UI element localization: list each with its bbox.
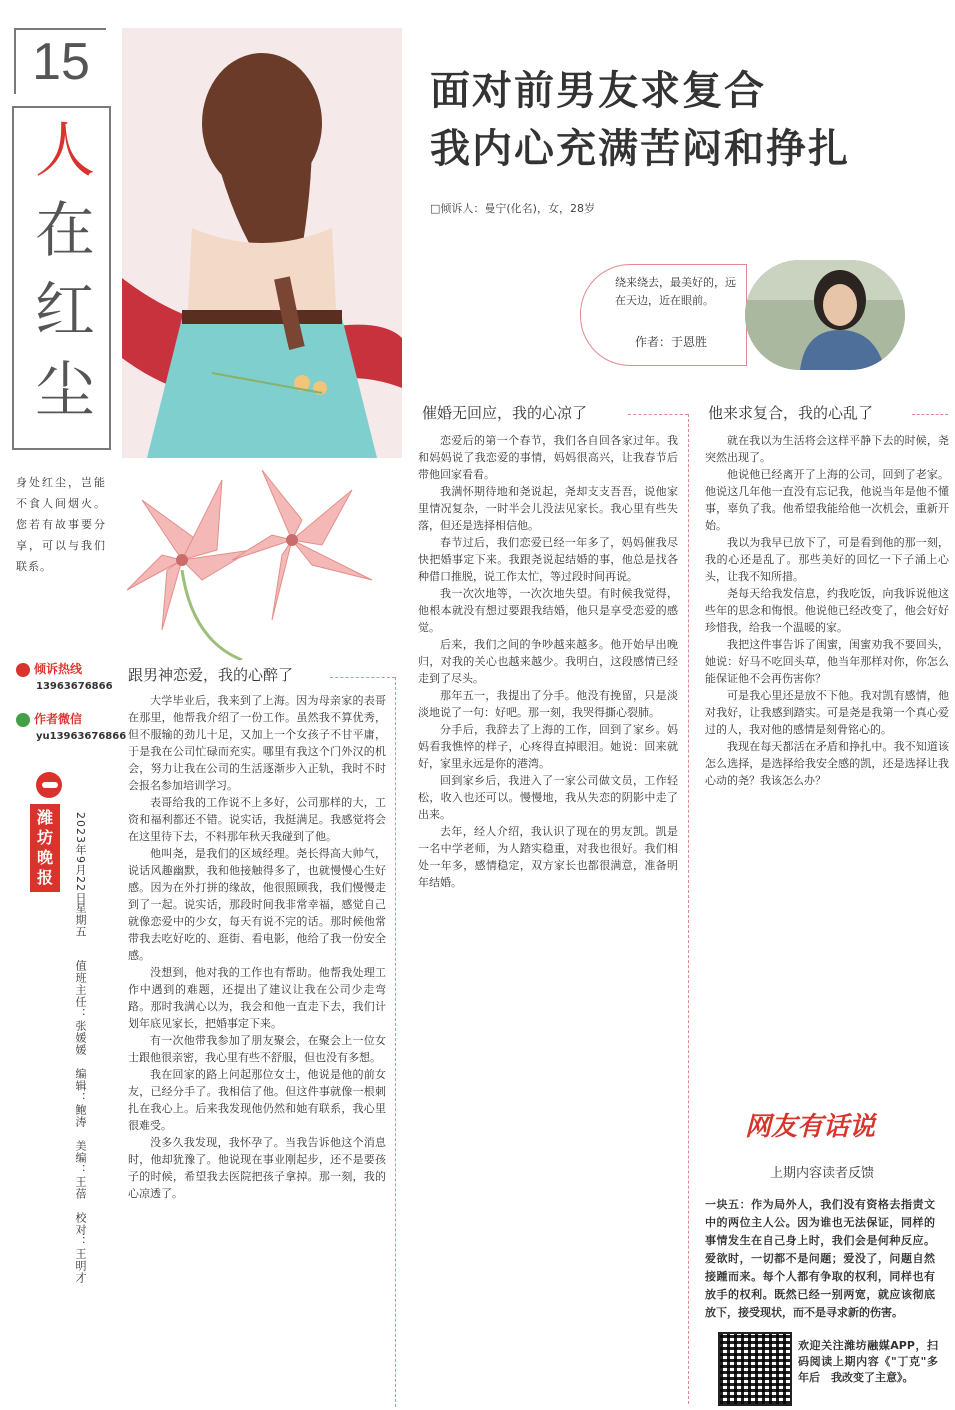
paragraph: 那年五一，我提出了分手。他没有挽留，只是淡淡地说了一句：好吧。那一刻，我哭得撕心裂肺。 — [418, 689, 678, 719]
paragraph: 恋爱后的第一个春节，我们各自回各家过年。我和妈妈说了我恋爱的事情，妈妈很高兴，让我春节后带他回家看看。 — [418, 434, 678, 481]
page-number: 15 — [14, 28, 106, 94]
feedback-title: 网友有话说 — [745, 1112, 876, 1142]
paragraph: 我把这件事告诉了闺蜜，闺蜜劝我不要回头，她说：好马不吃回头草，他当年那样对你，你怎么能保证他不会再伤害你？ — [705, 638, 949, 685]
section-body-3 — [705, 432, 949, 1082]
paragraph: 他说他已经离开了上海的公司，回到了老家。他说这几年他一直没有忘记我，他说当年是他不懂事，辜负了我。他希望我能给他一次机会，重新开始。 — [705, 468, 949, 532]
paragraph: 我以为我早已放下了，可是看到他的那一刻，我的心还是乱了。那些美好的回忆一下子涌上心头，让我不知所措。 — [705, 536, 949, 583]
issue-date: 2023年9月22日 — [74, 812, 87, 904]
wechat-icon — [16, 713, 30, 727]
paragraph: 他叫尧，是我们的区域经理。尧长得高大帅气，说话风趣幽默，我和他接触得多了，也就慢慢心生好感。因为在外打拼的缘故，他很照顾我，我们慢慢走到了一起。说实话，那段时间我非常幸福，感觉自己就像恋爱中的少女，每天有说不完的话。那时候他常带我去吃好吃的、逛街、看电影，他给了我一份安全感。 — [128, 847, 386, 962]
divider — [912, 414, 948, 415]
paragraph: 可是我心里还是放不下他。我对凯有感情，他对我好，让我感到踏实。可是尧是我第一个真心爱过的人，我对他的感情是刻骨铭心的。 — [705, 689, 949, 736]
divider — [330, 677, 395, 678]
paragraph: 表哥给我的工作说不上多好，公司那样的大，工资和福利都还不错。说实话，我挺满足。我感觉将会在这里待下去，不料那年秋天我碰到了他。 — [128, 796, 386, 843]
paragraph: 我一次次地等，一次次地失望。有时候我觉得，他根本就没有想过要跟我结婚，他只是享受恋爱的感觉。 — [418, 587, 678, 634]
section-title-char: 尘 — [35, 356, 95, 426]
newspaper-name: 潍坊晚报 — [30, 804, 60, 892]
wechat-label: 作者微信 — [34, 712, 83, 726]
paragraph: 我满怀期待地和尧说起，尧却支支吾吾，说他家里情况复杂，一时半会儿没法见家长。我心里有些失落，但还是选择相信他。 — [418, 485, 678, 532]
headline-line-1: 面对前男友求复合 — [430, 68, 766, 114]
section-title-char: 在 — [35, 196, 95, 266]
paragraph: 回到家乡后，我进入了一家公司做文员，工作轻松，收入也还可以。慢慢地，我从失恋的阴影中走了出来。 — [418, 774, 678, 821]
wechat-id: yu13963676866 — [36, 731, 127, 742]
section-title-box — [12, 106, 111, 450]
section-blurb: 身处红尘，岂能不食人间烟火。您若有故事要分享，可以与我们联系。 — [16, 476, 106, 573]
girl-illustration-svg — [122, 28, 402, 458]
wechat — [16, 710, 127, 742]
feedback-subtitle: 上期内容读者反馈 — [770, 1166, 875, 1181]
headline-line-2: 我内心充满苦闷和挣扎 — [430, 126, 850, 172]
paragraph: 有一次他带我参加了朋友聚会，在聚会上一位女士跟他很亲密，我心里有些不舒服，但也没有多想。 — [128, 1034, 386, 1064]
section-title-char: 人 — [35, 116, 95, 186]
hotline — [16, 660, 116, 692]
lily-flowers — [122, 440, 402, 660]
paragraph: 没想到，他对我的工作也有帮助。他帮我处理工作中遇到的难题，还提出了建议让我在公司少走弯路。那时我满心以为，我会和他一直走下去，我们计划年底见家长，把婚事定下来。 — [128, 966, 386, 1030]
phone-icon — [16, 663, 30, 677]
section-heading-2: 催婚无回应，我的心凉了 — [422, 404, 588, 422]
paragraph: 尧每天给我发信息，约我吃饭，向我诉说他这些年的思念和悔恨。他说他已经改变了，他会好好珍惜我，给我一个温暖的家。 — [705, 587, 949, 634]
author-photo — [745, 260, 905, 370]
divider — [628, 414, 688, 415]
issue-weekday: 星期五 — [74, 902, 87, 938]
section-heading-3: 他来求复合，我的心乱了 — [708, 404, 874, 422]
author-portrait-svg — [745, 260, 905, 370]
feedback-text: 一块五：作为局外人，我们没有资格去指责文中的两位主人公。因为谁也无法保证，同样的事情发生在自己身上时，我们会是何种反应。爱欲时，一切都不是问题；爱没了，问题自然接踵而来。每个人都有争取的权利，同样也有放手的权利。既然已经一别两宽，就应该彻底放下，接受现状，而不是寻求新的伤害。 — [705, 1198, 935, 1319]
headline — [430, 62, 940, 178]
divider — [688, 414, 689, 1404]
lily-illustration-svg — [122, 440, 402, 660]
paragraph: 我现在每天都活在矛盾和挣扎中。我不知道该怎么选择，是选择给我安全感的凯，还是选择让我心动的尧？我该怎么办？ — [705, 740, 949, 787]
paragraph: 分手后，我辞去了上海的工作，回到了家乡。妈妈看我憔悴的样子，心疼得直掉眼泪。她说：回来就好，家里永远是你的港湾。 — [418, 723, 678, 770]
author-name: 作者：于恩胜 — [635, 335, 708, 349]
section-title-char: 红 — [35, 276, 95, 346]
paragraph: 我在回家的路上问起那位女士，他说是他的前女友，已经分手了。我相信了他。但这件事就像一根刺扎在我心上。后来我发现他仍然和她有联系，我心里很难受。 — [128, 1068, 386, 1132]
illustration-girl — [122, 28, 402, 458]
divider — [395, 677, 396, 1407]
paragraph: 去年，经人介绍，我认识了现在的男友凯。凯是一名中学老师，为人踏实稳重，对我也很好。我们相处一年多，感情稳定，双方家长也都很满意，准备明年结婚。 — [418, 825, 678, 889]
paragraph: 没多久我发现，我怀孕了。当我告诉他这个消息时，他却犹豫了。他说现在事业刚起步，还不是要孩子的时候，希望我去医院把孩子拿掉。那一刻，我的心凉透了。 — [128, 1136, 386, 1200]
hotline-label: 倾诉热线 — [34, 662, 83, 676]
paragraph: 后来，我们之间的争吵越来越多。他开始早出晚归，对我的关心也越来越少。我明白，这段感情已经走到了尽头。 — [418, 638, 678, 685]
paragraph: 大学毕业后，我来到了上海。因为母亲家的表哥在那里，他帮我介绍了一份工作。虽然我不算优秀，但不服输的劲儿十足，又加上一个女孩子不甘平庸，于是我在公司忙碌而充实。哪里有我这个门外汉的机会，努力让我在公司的生活逐渐步入正轨，我时不时会报名参加培训学习。 — [128, 694, 386, 792]
qr-code[interactable] — [718, 1332, 792, 1406]
qr-caption: 欢迎关注潍坊融媒APP，扫码阅读上期内容《"丁克"多年后 我改变了主意》。 — [798, 1339, 938, 1384]
narrator-line: □倾诉人：曼宁(化名)，女，28岁 — [430, 202, 595, 215]
paragraph: 就在我以为生活将会这样平静下去的时候，尧突然出现了。 — [705, 434, 949, 464]
paragraph: 春节过后，我们恋爱已经一年多了，妈妈催我尽快把婚事定下来。我跟尧说起结婚的事，他总是找各种借口推脱，说工作太忙，等过段时间再说。 — [418, 536, 678, 583]
author-quote: 绕来绕去，最美好的，远在天边，近在眼前。 — [615, 276, 736, 307]
section-body-2 — [418, 432, 678, 1406]
section-heading-1: 跟男神恋爱，我的心醉了 — [128, 666, 294, 684]
staff-credits: 值班主任：张媛媛 编辑：鲍涛 美编：王蓓 校对：王明才 — [74, 960, 87, 1284]
hotline-number: 13963676866 — [36, 681, 113, 692]
newspaper-logo-icon — [36, 772, 62, 798]
section-body-1 — [128, 692, 386, 1408]
